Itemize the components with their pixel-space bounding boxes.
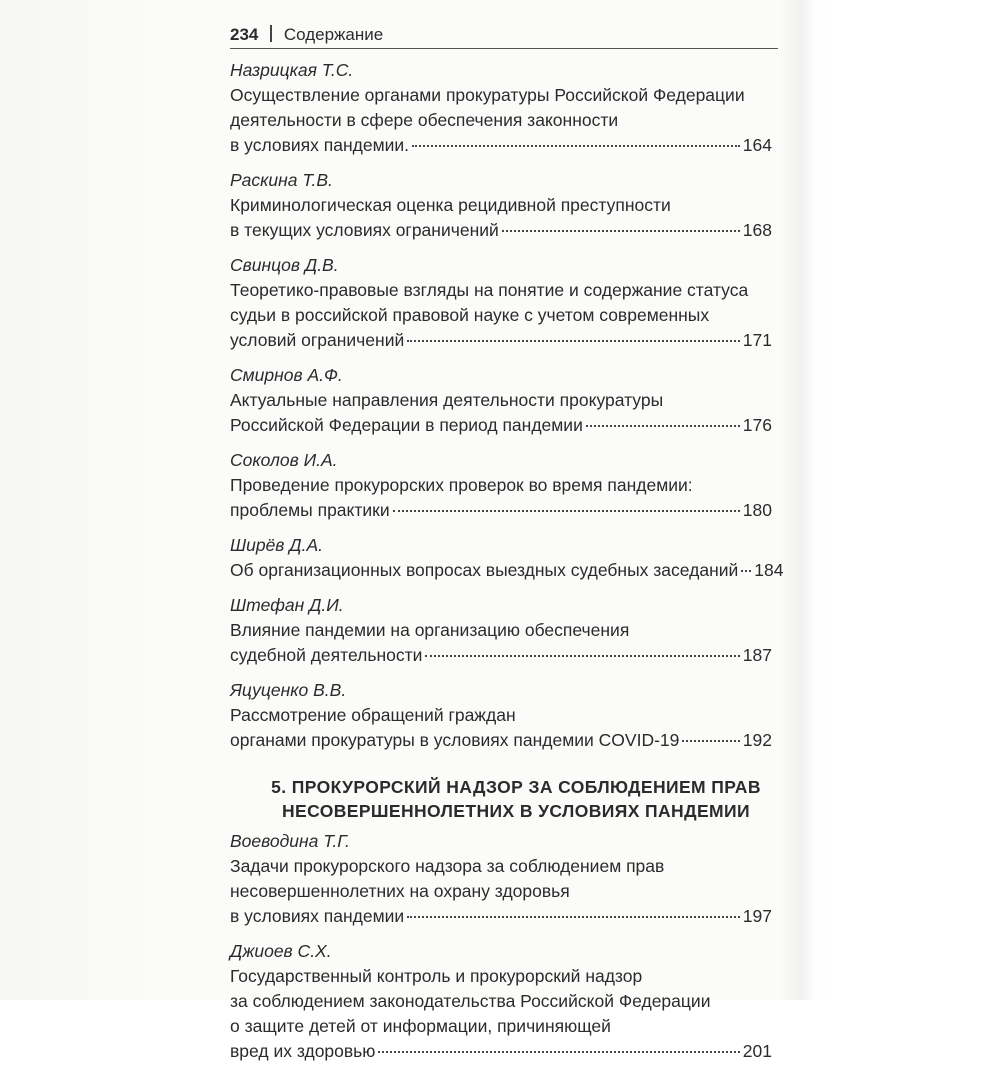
dot-leader	[393, 510, 740, 512]
toc-entry	[230, 678, 772, 753]
entry-page-number: 176	[742, 415, 772, 435]
entry-author: Ширёв Д.А.	[230, 535, 324, 555]
page-header	[230, 24, 778, 49]
section-heading-line-1: 5. ПРОКУРОРСКИЙ НАДЗОР ЗА СОБЛЮДЕНИЕМ ПРАВ	[271, 777, 761, 797]
entry-title-line: Криминологическая оценка рецидивной преступности	[230, 195, 671, 215]
toc-entry	[230, 363, 772, 438]
toc-entry	[230, 253, 772, 353]
entry-last-line	[230, 643, 772, 668]
toc-entries-after	[230, 829, 772, 1064]
entry-title-line: в условиях пандемии.	[230, 135, 410, 155]
header-title: Содержание	[283, 25, 384, 44]
entry-title-line: Проведение прокурорских проверок во время пандемии:	[230, 475, 693, 495]
entry-author: Назрицкая Т.С.	[230, 60, 354, 80]
dot-leader	[741, 570, 751, 572]
entry-author: Смирнов А.Ф.	[230, 365, 343, 385]
toc-entry	[230, 533, 784, 583]
toc-entry	[230, 939, 772, 1064]
entry-page-number: 171	[742, 330, 772, 350]
entry-page-number: 168	[742, 220, 772, 240]
entry-title-line: судебной деятельности	[230, 645, 423, 665]
entry-page-number: 187	[742, 645, 772, 665]
entry-author: Штефан Д.И.	[230, 595, 344, 615]
entry-page-number: 197	[742, 906, 772, 926]
entry-title-line: в текущих условиях ограничений	[230, 220, 499, 240]
entry-title-line: условий ограничений	[230, 330, 405, 350]
entry-title-line: Государственный контроль и прокурорский надзор	[230, 966, 643, 986]
dot-leader	[425, 655, 739, 657]
entry-last-line	[230, 328, 772, 353]
entry-author: Соколов И.А.	[230, 450, 338, 470]
entry-last-line	[230, 558, 784, 583]
entry-title-line: вред их здоровью	[230, 1041, 376, 1061]
entry-page-number: 201	[742, 1041, 772, 1061]
entry-last-line	[230, 498, 772, 523]
entry-author: Яцуценко В.В.	[230, 680, 347, 700]
entry-last-line	[230, 1039, 772, 1064]
page-number: 234	[230, 25, 259, 44]
entry-title-line: судьи в российской правовой науке с учетом современных	[230, 305, 710, 325]
dot-leader	[378, 1051, 739, 1053]
entry-title-line: в условиях пандемии	[230, 906, 405, 926]
dot-leader	[407, 340, 740, 342]
entry-title-line: деятельности в сфере обеспечения законности	[230, 110, 619, 130]
entry-author: Раскина Т.В.	[230, 170, 333, 190]
entry-title-line: Влияние пандемии на организацию обеспечения	[230, 620, 630, 640]
dot-leader	[407, 916, 740, 918]
entry-last-line	[230, 218, 772, 243]
entry-author: Джиоев С.Х.	[230, 941, 332, 961]
entry-last-line	[230, 133, 772, 158]
toc-entry	[230, 829, 772, 929]
entry-title-line: Рассмотрение обращений граждан	[230, 705, 516, 725]
header-separator	[270, 25, 272, 42]
section-heading-line-2: НЕСОВЕРШЕННОЛЕТНИХ В УСЛОВИЯХ ПАНДЕМИИ	[282, 801, 750, 821]
toc-entry	[230, 58, 772, 158]
entry-last-line	[230, 413, 772, 438]
toc-entry	[230, 168, 772, 243]
toc-entry	[230, 593, 772, 668]
entry-title-line: за соблюдением законодательства Российской Федерации	[230, 991, 711, 1011]
section-heading	[260, 775, 772, 823]
entry-title-line: Об организационных вопросах выездных судебных заседаний	[230, 560, 739, 580]
entry-title-line: проблемы практики	[230, 500, 390, 520]
entry-title-line: о защите детей от информации, причиняющей	[230, 1016, 611, 1036]
entry-title-line: Задачи прокурорского надзора за соблюдением прав	[230, 856, 665, 876]
entry-page-number: 184	[754, 560, 784, 580]
dot-leader	[682, 740, 739, 742]
entry-title-line: Теоретико-правовые взгляды на понятие и содержание статуса	[230, 280, 749, 300]
dot-leader	[586, 425, 740, 427]
entry-page-number: 192	[742, 730, 772, 750]
entry-last-line	[230, 904, 772, 929]
entry-title-line: органами прокуратуры в условиях пандемии COVID-19	[230, 730, 680, 750]
toc-entries-before	[230, 58, 784, 753]
toc-entry	[230, 448, 772, 523]
entry-title-line: Российской Федерации в период пандемии	[230, 415, 583, 435]
entry-title-line: Актуальные направления деятельности прокуратуры	[230, 390, 664, 410]
entry-last-line	[230, 728, 772, 753]
dot-leader	[502, 230, 740, 232]
dot-leader	[412, 145, 740, 147]
toc-content	[230, 58, 784, 1074]
entry-author: Воеводина Т.Г.	[230, 831, 350, 851]
entry-author: Свинцов Д.В.	[230, 255, 339, 275]
entry-page-number: 164	[742, 135, 772, 155]
entry-page-number: 180	[742, 500, 772, 520]
entry-title-line: несовершеннолетних на охрану здоровья	[230, 881, 570, 901]
entry-title-line: Осуществление органами прокуратуры Российской Федерации	[230, 85, 745, 105]
